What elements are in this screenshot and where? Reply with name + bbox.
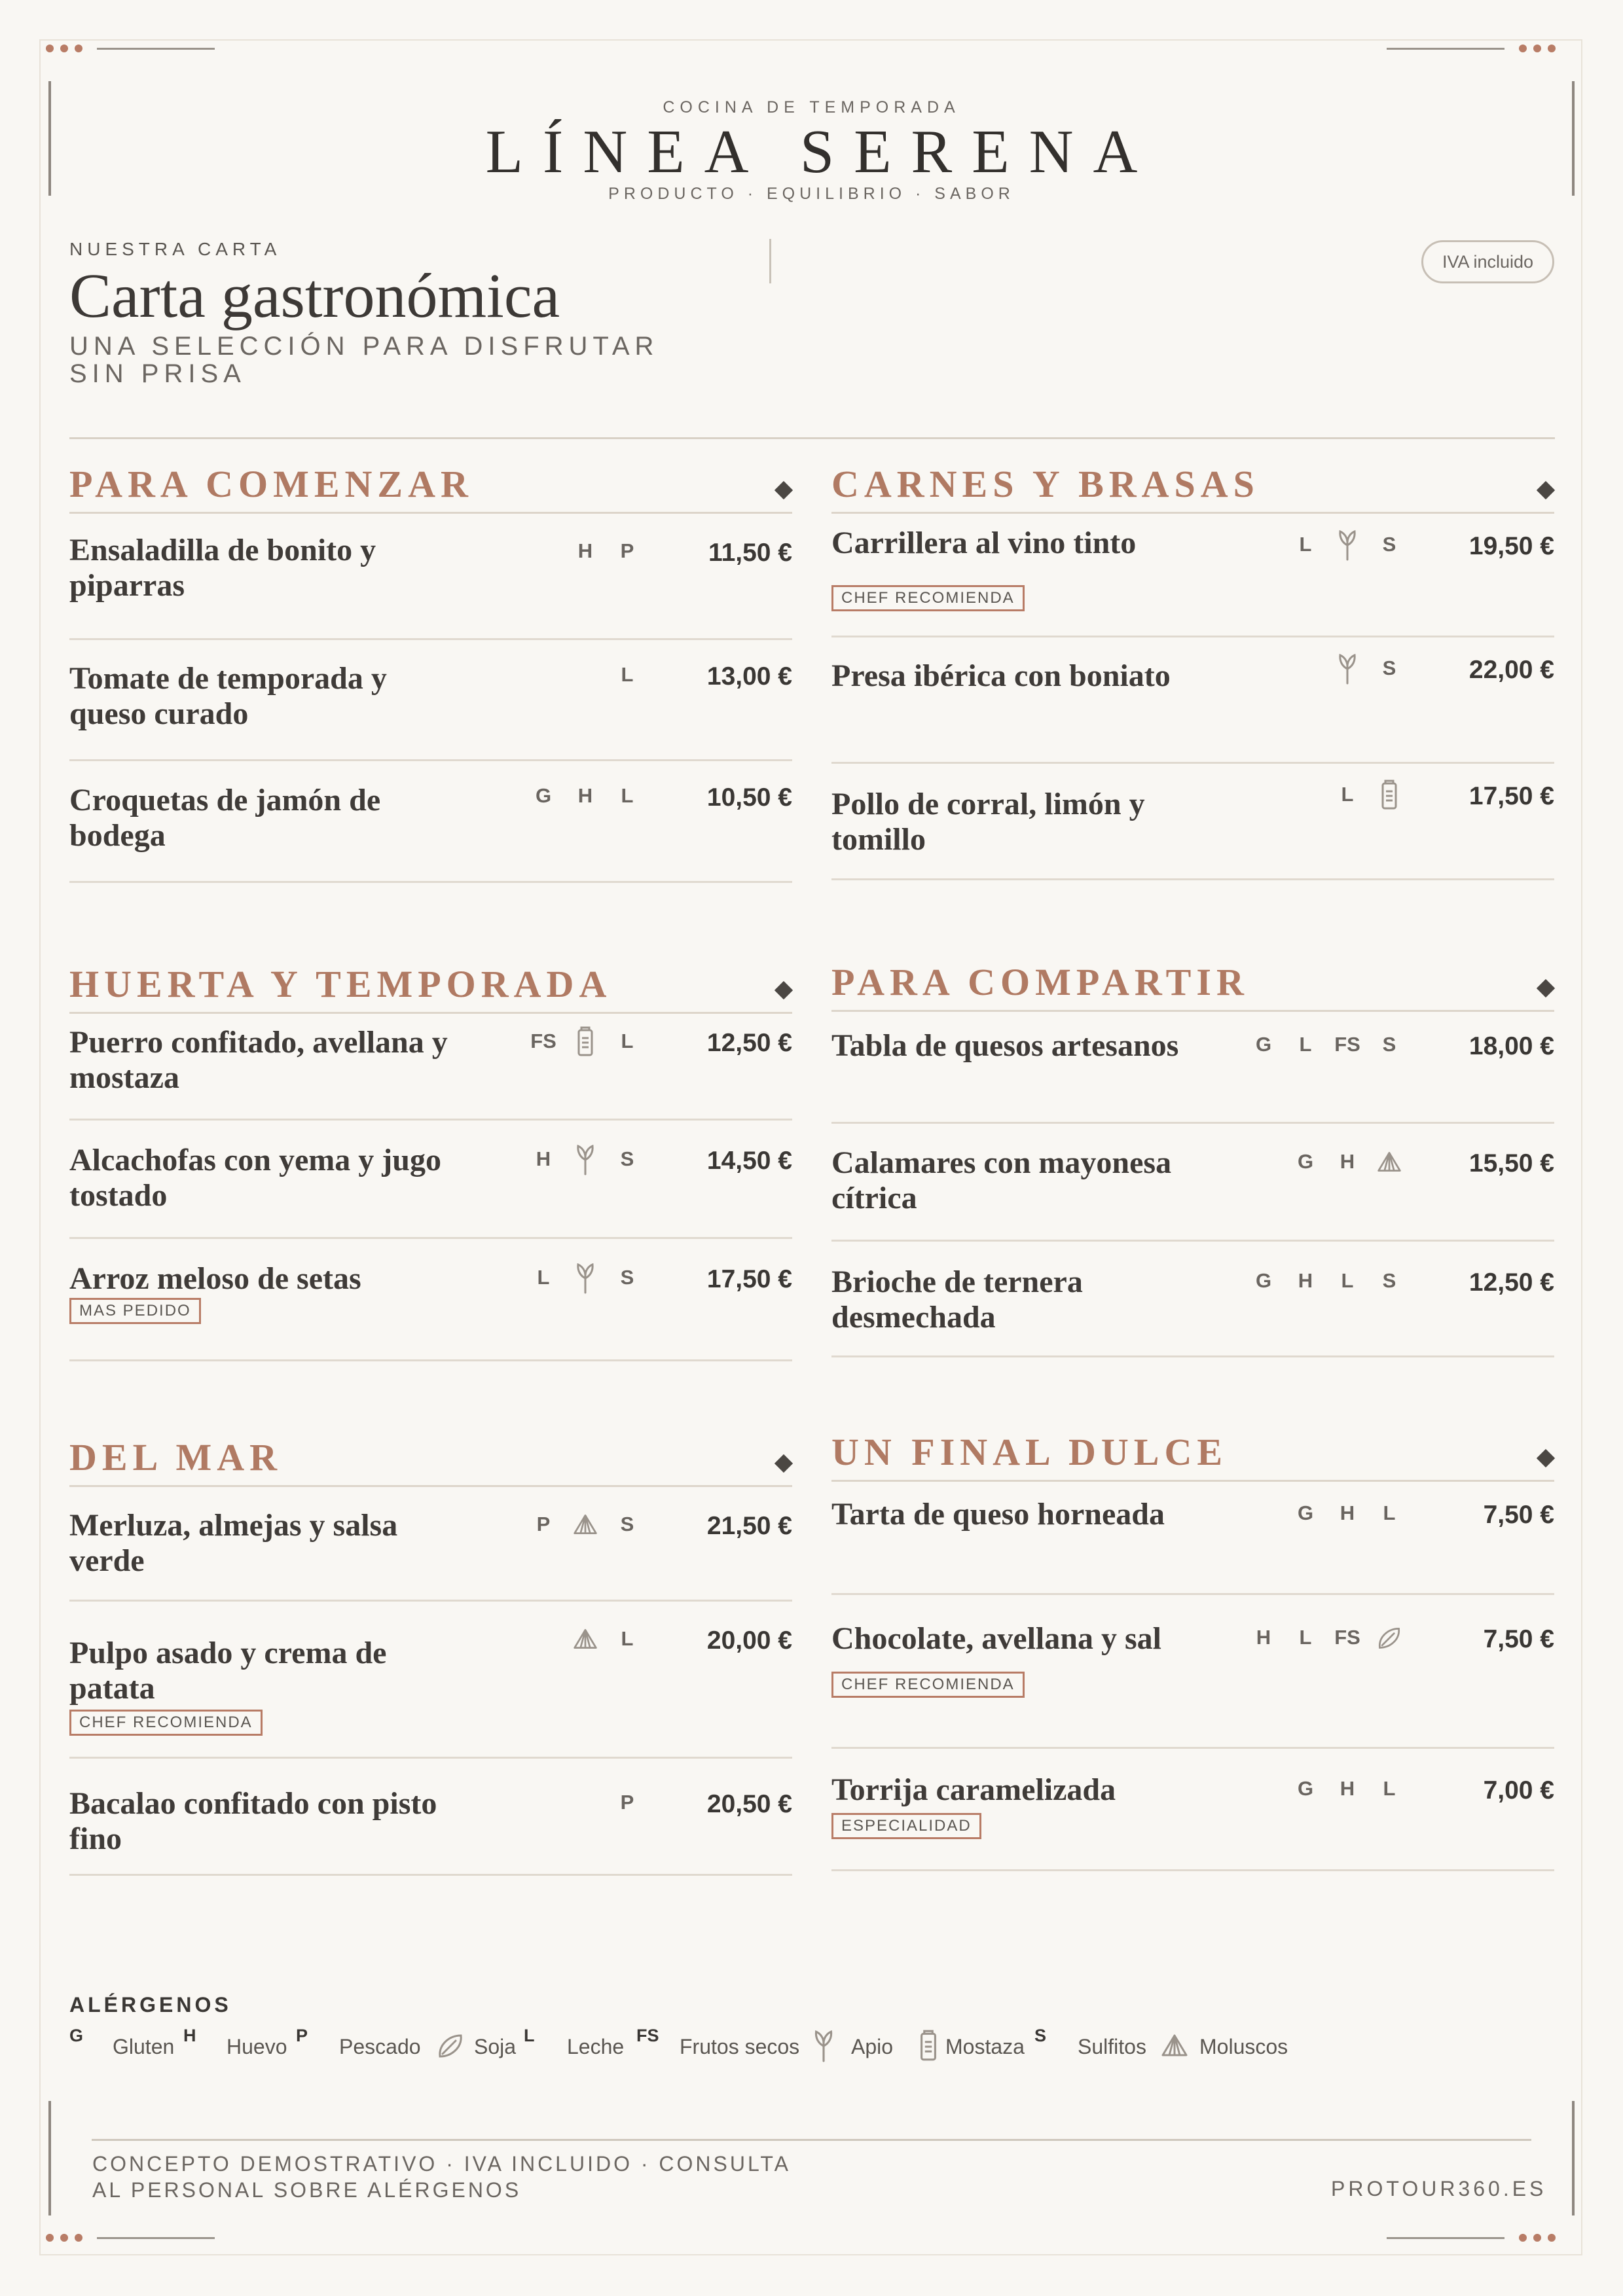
dish-item bbox=[831, 764, 1554, 880]
dish-item bbox=[831, 1482, 1554, 1595]
section-header bbox=[831, 459, 1554, 514]
dish-badge: ESPECIALIDAD bbox=[831, 1813, 981, 1839]
allergen-legend-title: ALÉRGENOS bbox=[69, 1993, 232, 2017]
allergen-code: H bbox=[1340, 1777, 1355, 1800]
dish-price: 20,50 € bbox=[706, 1790, 792, 1818]
dish-allergens bbox=[1326, 652, 1410, 685]
allergen-code: P bbox=[620, 539, 634, 562]
dish-name: Bacalao confitado con pisto fino bbox=[69, 1786, 437, 1856]
dish-price: 20,00 € bbox=[706, 1626, 792, 1655]
dish-allergens bbox=[522, 780, 648, 812]
allergen-code: G bbox=[1255, 1269, 1272, 1292]
dish-item bbox=[69, 1121, 792, 1239]
dish-item bbox=[69, 1759, 792, 1876]
legend-label: Sulfitos bbox=[1078, 2035, 1146, 2058]
dish-price: 7,00 € bbox=[1483, 1776, 1554, 1804]
menu-section bbox=[69, 960, 792, 1361]
allergen-code: FS bbox=[1334, 1033, 1360, 1056]
allergen-code: L bbox=[1299, 1626, 1312, 1649]
allergen-code: L bbox=[621, 1627, 634, 1650]
section-title: UN FINAL DULCE bbox=[831, 1431, 1228, 1473]
dish-allergens bbox=[1285, 1772, 1410, 1805]
dish-allergens bbox=[564, 535, 648, 567]
legend-code: FS bbox=[636, 2026, 659, 2045]
legend-code: G bbox=[69, 2026, 84, 2045]
dish-name: Chocolate, avellana y sal bbox=[831, 1621, 1161, 1656]
allergen-code: L bbox=[1341, 1269, 1354, 1292]
dish-price: 12,50 € bbox=[1468, 1268, 1554, 1297]
dish-name: Tabla de quesos artesanos bbox=[831, 1028, 1179, 1063]
page-title: Carta gastronómica bbox=[69, 260, 560, 331]
side-rule-bottom-right bbox=[1572, 2101, 1575, 2215]
section-title: PARA COMENZAR bbox=[69, 463, 473, 505]
legend-code: S bbox=[1034, 2026, 1047, 2045]
dish-item bbox=[831, 637, 1554, 764]
allergen-code: G bbox=[1297, 1777, 1314, 1800]
celery-icon bbox=[564, 1143, 606, 1175]
header-rule bbox=[69, 437, 1555, 439]
dish-badge: MAS PEDIDO bbox=[69, 1298, 201, 1324]
dish-item bbox=[69, 761, 792, 883]
allergen-code: H bbox=[1256, 1626, 1271, 1649]
allergen-code: H bbox=[1340, 1150, 1355, 1173]
dish-name: Torrija caramelizada bbox=[831, 1772, 1116, 1807]
dish-name: Tarta de queso horneada bbox=[831, 1497, 1165, 1532]
dish-item bbox=[831, 1124, 1554, 1242]
footer-note: CONCEPTO DEMOSTRATIVO · IVA INCLUIDO · CONSULTA AL PERSONAL SOBRE ALÉRGENOS bbox=[92, 2152, 790, 2202]
dish-item bbox=[69, 1487, 792, 1602]
legend-label: Pescado bbox=[339, 2035, 421, 2058]
dish-price: 12,50 € bbox=[706, 1029, 792, 1057]
section-header bbox=[831, 958, 1554, 1012]
section-title: DEL MAR bbox=[69, 1436, 283, 1479]
legend-label: Huevo bbox=[227, 2035, 287, 2058]
dish-allergens bbox=[606, 1786, 648, 1819]
dish-name: Croquetas de jamón de bodega bbox=[69, 783, 381, 853]
soy-icon bbox=[1368, 1621, 1410, 1654]
dish-allergens bbox=[1326, 778, 1410, 811]
dish-price: 18,00 € bbox=[1468, 1032, 1554, 1060]
allergen-code: H bbox=[1340, 1501, 1355, 1524]
dish-price: 11,50 € bbox=[708, 539, 792, 567]
dish-price: 19,50 € bbox=[1468, 532, 1554, 560]
allergen-code: FS bbox=[1334, 1626, 1360, 1649]
dish-price: 21,50 € bbox=[706, 1512, 792, 1540]
mollusc-icon bbox=[1368, 1145, 1410, 1178]
dish-name: Merluza, almejas y salsa verde bbox=[69, 1508, 398, 1578]
allergen-code: L bbox=[621, 784, 634, 807]
dish-item bbox=[69, 1014, 792, 1121]
dish-price: 7,50 € bbox=[1483, 1625, 1554, 1653]
dish-allergens bbox=[1285, 1145, 1410, 1178]
dish-name: Brioche de ternera desmechada bbox=[831, 1265, 1083, 1335]
footer-site: PROTOUR360.ES bbox=[1331, 2177, 1547, 2200]
allergen-code: G bbox=[1297, 1150, 1314, 1173]
section-header bbox=[69, 1433, 792, 1487]
dish-name: Pollo de corral, limón y tomillo bbox=[831, 787, 1145, 857]
celery-icon bbox=[1326, 528, 1368, 561]
dish-price: 15,50 € bbox=[1468, 1149, 1554, 1177]
dish-allergens bbox=[522, 1261, 648, 1294]
allergen-code: L bbox=[621, 663, 634, 686]
section-title: PARA COMPARTIR bbox=[831, 961, 1249, 1003]
dish-price: 10,50 € bbox=[706, 783, 792, 812]
dish-badge: CHEF RECOMIENDA bbox=[831, 585, 1025, 611]
brand-tagline: PRODUCTO · EQUILIBRIO · SABOR bbox=[608, 185, 1015, 203]
dish-item bbox=[831, 1749, 1554, 1871]
dish-name: Puerro confitado, avellana y mostaza bbox=[69, 1025, 448, 1095]
allergen-code: L bbox=[621, 1030, 634, 1052]
dish-item bbox=[69, 1239, 792, 1361]
legend-label: Gluten bbox=[113, 2035, 175, 2058]
dish-badge: CHEF RECOMIENDA bbox=[831, 1672, 1025, 1698]
allergen-code: P bbox=[620, 1791, 634, 1814]
allergen-code: H bbox=[1298, 1269, 1313, 1292]
dish-allergens bbox=[1243, 1265, 1410, 1297]
allergen-code: G bbox=[1297, 1501, 1314, 1524]
legend-label: Leche bbox=[567, 2035, 625, 2058]
allergen-code: H bbox=[536, 1147, 551, 1170]
allergen-code: L bbox=[1299, 1033, 1312, 1056]
dish-allergens bbox=[522, 1025, 648, 1058]
allergen-code: FS bbox=[530, 1030, 556, 1052]
allergen-code: G bbox=[1255, 1033, 1272, 1056]
dish-price: 14,50 € bbox=[706, 1147, 792, 1175]
vat-included-badge: IVA incluido bbox=[1421, 240, 1554, 283]
allergen-code: S bbox=[1382, 533, 1396, 556]
allergen-code: S bbox=[1382, 656, 1396, 679]
dish-price: 22,00 € bbox=[1468, 656, 1554, 684]
mollusc-icon bbox=[564, 1508, 606, 1541]
dish-item bbox=[831, 514, 1554, 637]
dish-item bbox=[69, 1602, 792, 1759]
allergen-code: G bbox=[535, 784, 552, 807]
dish-allergens bbox=[1243, 1028, 1410, 1061]
dish-price: 17,50 € bbox=[706, 1265, 792, 1293]
legend-code: L bbox=[524, 2026, 535, 2045]
section-header bbox=[831, 1427, 1554, 1482]
dish-badge: CHEF RECOMIENDA bbox=[69, 1710, 263, 1736]
allergen-code: P bbox=[536, 1513, 551, 1535]
section-header bbox=[69, 459, 792, 514]
allergen-code: L bbox=[537, 1266, 550, 1289]
menu-section bbox=[831, 958, 1554, 1357]
dish-item bbox=[831, 1012, 1554, 1124]
dish-name: Presa ibérica con boniato bbox=[831, 658, 1171, 693]
dish-name: Ensaladilla de bonito y piparras bbox=[69, 533, 376, 603]
section-header bbox=[69, 960, 792, 1014]
mollusc-icon bbox=[564, 1623, 606, 1655]
allergen-code: S bbox=[620, 1147, 634, 1170]
dish-name: Arroz meloso de setas bbox=[69, 1261, 361, 1296]
dish-allergens bbox=[522, 1508, 648, 1541]
corner-ornament-bottom-left bbox=[46, 2234, 215, 2242]
dish-item bbox=[831, 1242, 1554, 1357]
title-divider bbox=[769, 239, 771, 283]
legend-label: Apio bbox=[851, 2035, 894, 2058]
diamond-ornament-icon bbox=[775, 1454, 793, 1473]
legend-code: P bbox=[296, 2026, 308, 2045]
dish-item bbox=[69, 514, 792, 640]
diamond-ornament-icon bbox=[775, 481, 793, 499]
allergen-code: H bbox=[577, 539, 593, 562]
footer-rule bbox=[92, 2139, 1531, 2141]
dish-item bbox=[69, 640, 792, 761]
allergen-code: S bbox=[620, 1513, 634, 1535]
legend-label: Mostaza bbox=[945, 2035, 1025, 2058]
corner-ornament-top-right bbox=[1387, 45, 1556, 52]
dish-name: Alcachofas con yema y jugo tostado bbox=[69, 1143, 441, 1213]
mustard-icon bbox=[564, 1025, 606, 1058]
dish-name: Pulpo asado y crema de patata bbox=[69, 1636, 387, 1706]
dish-allergens bbox=[564, 1623, 648, 1655]
allergen-code: S bbox=[1382, 1269, 1396, 1292]
corner-ornament-top-left bbox=[46, 45, 215, 52]
mustard-icon bbox=[1368, 778, 1410, 811]
allergen-code: L bbox=[1383, 1777, 1396, 1800]
allergen-code: H bbox=[577, 784, 593, 807]
menu-section bbox=[69, 459, 792, 883]
dish-name: Carrillera al vino tinto bbox=[831, 526, 1137, 560]
celery-icon bbox=[1326, 652, 1368, 685]
section-title: HUERTA Y TEMPORADA bbox=[69, 963, 612, 1005]
allergen-code: S bbox=[1382, 1033, 1396, 1056]
allergen-code: L bbox=[1383, 1501, 1396, 1524]
dish-price: 17,50 € bbox=[1468, 782, 1554, 810]
diamond-ornament-icon bbox=[775, 981, 793, 999]
diamond-ornament-icon bbox=[1537, 1449, 1555, 1467]
corner-ornament-bottom-right bbox=[1387, 2234, 1556, 2242]
dish-price: 7,50 € bbox=[1483, 1501, 1554, 1529]
brand-eyebrow: COCINA DE TEMPORADA bbox=[663, 98, 960, 117]
allergen-code: L bbox=[1299, 533, 1312, 556]
dish-name: Tomate de temporada y queso curado bbox=[69, 661, 387, 731]
legend-label: Frutos secos bbox=[680, 2035, 800, 2058]
diamond-ornament-icon bbox=[1537, 979, 1555, 997]
menu-kicker: NUESTRA CARTA bbox=[69, 239, 282, 259]
dish-name: Calamares con mayonesa cítrica bbox=[831, 1145, 1172, 1215]
diamond-ornament-icon bbox=[1537, 481, 1555, 499]
dish-allergens bbox=[1285, 1497, 1410, 1530]
menu-section bbox=[69, 1433, 792, 1876]
section-title: CARNES Y BRASAS bbox=[831, 463, 1260, 505]
menu-section bbox=[831, 459, 1554, 880]
dish-item bbox=[831, 1595, 1554, 1749]
legend-code: H bbox=[183, 2026, 196, 2045]
allergen-code: S bbox=[620, 1266, 634, 1289]
allergen-code: L bbox=[1341, 783, 1354, 806]
dish-allergens bbox=[1285, 528, 1410, 561]
dish-allergens bbox=[522, 1143, 648, 1175]
legend-label: Moluscos bbox=[1199, 2035, 1288, 2058]
brand-name: LÍNEA SERENA bbox=[485, 118, 1158, 186]
side-rule-bottom-left bbox=[48, 2101, 51, 2215]
dish-allergens bbox=[1243, 1621, 1410, 1654]
menu-section bbox=[831, 1427, 1554, 1871]
legend-label: Soja bbox=[474, 2035, 517, 2058]
page-subtitle: UNA SELECCIÓN PARA DISFRUTAR SIN PRISA bbox=[69, 332, 659, 388]
dish-allergens bbox=[606, 658, 648, 691]
celery-icon bbox=[564, 1261, 606, 1294]
dish-price: 13,00 € bbox=[706, 662, 792, 691]
